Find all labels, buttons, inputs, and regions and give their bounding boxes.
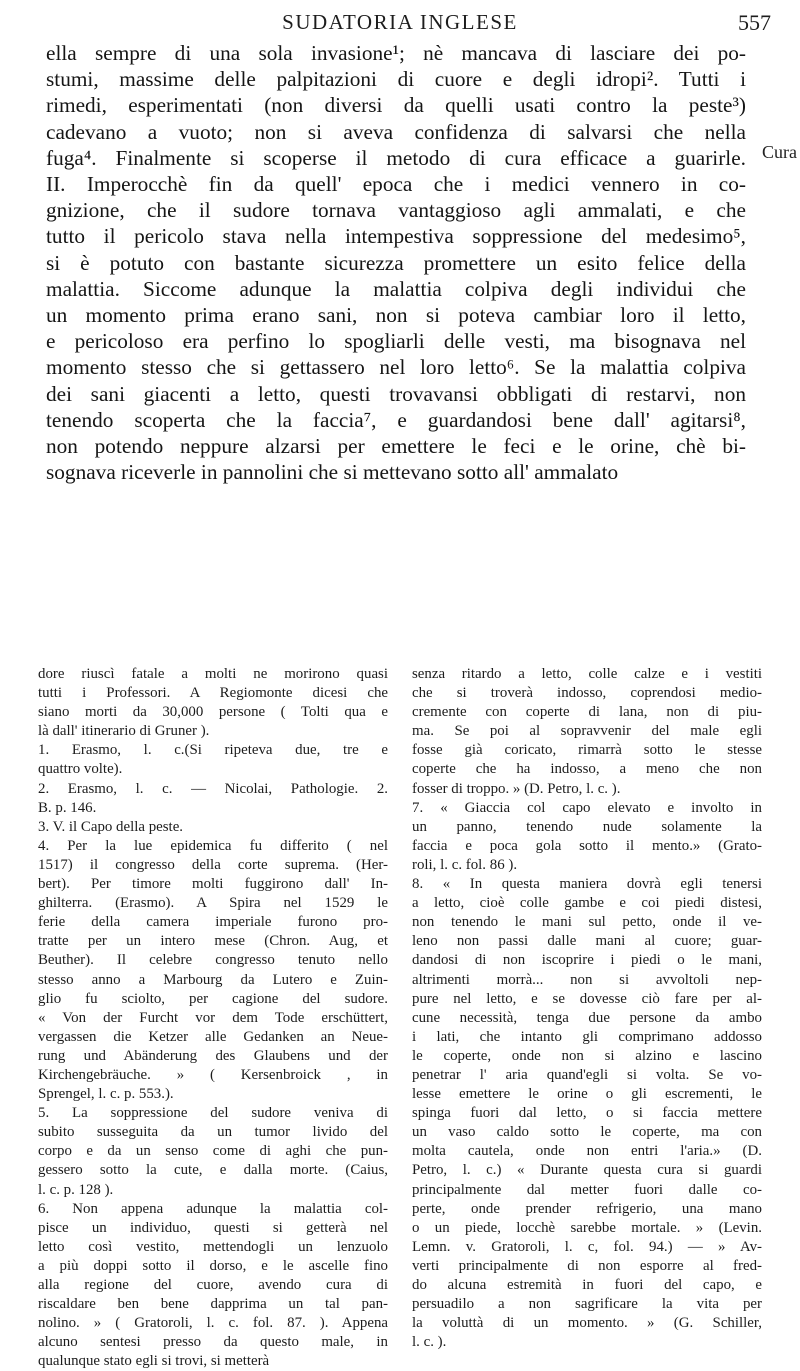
footnote-line: tratte per un intero mese (Chron. Aug, et bbox=[38, 933, 388, 950]
footnote-line: 3. V. il Capo della peste. bbox=[38, 818, 184, 835]
footnote-line: 2. Erasmo, l. c. — Nicolai, Pathologie. 2. bbox=[38, 780, 388, 797]
main-text-block bbox=[46, 40, 746, 485]
main-text-line: ella sempre di una sola invasione¹; nè mancava di lasciare dei po- bbox=[46, 41, 746, 65]
footnote-line: 8. « In questa maniera dovrà egli tenersi bbox=[412, 876, 762, 893]
footnote-line: gessero sotto la cute, e dalla morte. (Caius, bbox=[38, 1162, 388, 1179]
main-text-line: gnizione, che il sudore tornava vantaggioso agli ammalati, e che bbox=[46, 198, 746, 223]
main-text-line: fuga⁴. Finalmente si scoperse il metodo di cura efficace a guarirle. bbox=[46, 145, 746, 170]
footnote-line: Sprengel, l. c. p. 553.). bbox=[38, 1086, 174, 1103]
main-text-line: non potendo neppure alzarsi per emettere le feci e le orine, chè bi- bbox=[46, 434, 746, 459]
running-title: SUDATORIA INGLESE bbox=[282, 10, 518, 34]
page-number: 557 bbox=[738, 10, 771, 35]
footnote-line: subito susseguita da un tumor livido del bbox=[38, 1124, 388, 1141]
footnote-line: 6. Non appena adunque la malattia col- bbox=[38, 1200, 388, 1217]
footnote-line: coperte che ha indosso, a meno che non bbox=[412, 761, 762, 778]
main-text-line: malattia. Siccome adunque la malattia colpiva degli individui che bbox=[46, 276, 746, 301]
footnote-line: perte, onde prender refrigerio, una mano bbox=[412, 1200, 762, 1217]
footnote-line: penetrar l' aria quand'egli si volta. Se vo- bbox=[412, 1066, 762, 1083]
footnotes bbox=[38, 665, 762, 1371]
footnote-line: ma. Se poi al sopravvenir del male egli bbox=[412, 723, 762, 740]
footnote-line: 1517) il congresso della corte suprema. (Her- bbox=[38, 856, 388, 873]
page-header bbox=[0, 10, 800, 40]
footnote-line: persuadilo a non sagrificare la vita per bbox=[412, 1296, 762, 1313]
footnote-line: non tenendo le mani sul petto, onde il ve- bbox=[412, 914, 762, 931]
footnote-line: 7. « Giaccia col capo elevato e involto in bbox=[412, 799, 762, 816]
footnote-line: fosser di troppo. » (D. Petro, l. c. ). bbox=[412, 780, 621, 797]
footnote-line: un panno, tenendo nude solamente la bbox=[412, 818, 762, 835]
footnote-line: molta cautela, onde non entri l'aria.» (D. bbox=[412, 1143, 762, 1160]
footnote-line: ferie della camera imperiale furono pro- bbox=[38, 914, 388, 931]
footnote-line: stesso anno a Marbourg da Lutero e Zuin- bbox=[38, 971, 388, 988]
footnote-line: Petro, l. c.) « Durante questa cura si guardi bbox=[412, 1162, 762, 1179]
footnote-line: do alcuna estremità in fuori del capo, e bbox=[412, 1277, 762, 1293]
main-text-line: stumi, massime delle palpitazioni di cuore e degli idropi². Tutti i bbox=[46, 67, 746, 92]
footnote-line: pure nel letto, e se dovesse ciò fare per al- bbox=[412, 990, 762, 1007]
footnote-line: dandosi di non iscoprire i piedi o le mani, bbox=[412, 952, 762, 969]
main-text-line: cadevano a vuoto; non si aveva confidenza di salvarsi che nella bbox=[46, 119, 746, 144]
main-text-line: e pericoloso era perfino lo spogliarli delle vesti, ma bisognava nel bbox=[46, 329, 746, 354]
footnote-line: 4. Per la lue epidemica fu differito ( nel bbox=[38, 837, 388, 854]
footnote-line: glio fu sciolto, per cagione del sudore. bbox=[38, 990, 388, 1007]
main-text-line: sognava riceverle in pannolini che si mettevano sotto all' ammalato bbox=[46, 460, 619, 485]
footnote-line: che si troverà indosso, coprendosi medio- bbox=[412, 685, 762, 702]
footnote-line: fosse già coricato, rimarrà sotto le stesse bbox=[412, 742, 762, 759]
footnote-line: corpo e da un senso come di aghi che pun- bbox=[38, 1143, 388, 1160]
footnote-line: altrimenti morrà... non si avvoltoli nep- bbox=[412, 971, 762, 988]
footnote-line: i lati, che intanto gli comprimano addosso bbox=[412, 1028, 762, 1045]
footnote-line: a letto, cioè colle gambe e coi piedi distesi, bbox=[412, 895, 762, 912]
footnote-line: nolino. » ( Gratoroli, l. c. fol. 87. ). Appena bbox=[38, 1315, 388, 1332]
footnote-line: senza ritardo a letto, colle calze e i vestiti bbox=[412, 666, 762, 682]
footnote-line: Beuther). Il celebre congresso tenuto nello bbox=[38, 952, 388, 969]
footnote-line: cune necessità, tenga due persone da ambo bbox=[412, 1009, 762, 1026]
main-text-line: dei sani giacenti a letto, questi trovavansi obbligati di restarvi, non bbox=[46, 381, 746, 406]
footnote-line: vergassen die Ketzer alle Gedanken an Neue- bbox=[38, 1028, 388, 1045]
footnote-line: tutti i Professori. A Regiomonte dicesi che bbox=[38, 685, 388, 702]
footnote-line: 5. La soppressione del sudore veniva di bbox=[38, 1105, 388, 1122]
footnote-line: dore riuscì fatale a molti ne morirono quasi bbox=[38, 666, 388, 682]
margin-note: Cura bbox=[762, 142, 797, 162]
footnotes-left-column bbox=[38, 665, 388, 1371]
footnote-line: Kirchengebräuche. » ( Kersenbroick , in bbox=[38, 1066, 388, 1083]
footnote-line: quattro volte). bbox=[38, 761, 123, 778]
footnote-line: « Von der Furcht vor dem Tode erschüttert, bbox=[38, 1009, 388, 1026]
footnote-line: le coperte, onde non si alzino e lascino bbox=[412, 1047, 762, 1064]
footnote-line: roli, l. c. fol. 86 ). bbox=[412, 856, 518, 873]
footnote-line: Lemn. v. Gratoroli, l. c, fol. 94.) — » Av- bbox=[412, 1238, 762, 1255]
footnote-line: riscaldare ben bene dapprima un tal pan- bbox=[38, 1296, 388, 1313]
footnote-line: siano morti da 30,000 persone ( Tolti qua e bbox=[38, 704, 388, 721]
footnote-line: l. c. p. 128 ). bbox=[38, 1181, 114, 1198]
footnote-line: là dall' itinerario di Gruner ). bbox=[38, 723, 210, 740]
footnote-line: o un piede, locchè sarebbe mortale. » (Levin. bbox=[412, 1219, 762, 1236]
main-text-line: momento stesso che si gettassero nel loro letto⁶. Se la malattia colpiva bbox=[46, 355, 746, 380]
footnote-line: rung und Abänderung des Glaubens und der bbox=[38, 1047, 388, 1064]
footnote-line: spinga fuori dal letto, o si faccia mettere bbox=[412, 1105, 762, 1122]
footnote-line: lesse emettere le orine o gli escrementi, le bbox=[412, 1086, 762, 1103]
footnote-line: a più doppi sotto il dorso, e le ascelle fino bbox=[38, 1257, 388, 1274]
footnote-line: letto così vestito, mettendogli un lenzuolo bbox=[38, 1238, 388, 1255]
main-text-line: rimedi, esperimentati (non diversi da quelli usati contro la peste³) bbox=[46, 93, 746, 118]
footnote-line: ghilterra. (Erasmo). A Spira nel 1529 le bbox=[38, 895, 388, 912]
main-text-line: tenendo scoperta che la faccia⁷, e guardandosi bene dall' agitarsi⁸, bbox=[46, 407, 746, 432]
footnote-line: faccia e poca gola sotto il mento.» (Grato- bbox=[412, 837, 762, 854]
footnote-line: alla regione del cuore, avendo cura di bbox=[38, 1277, 388, 1293]
footnote-line: un vaso caldo sotto le coperte, ma con bbox=[412, 1124, 762, 1141]
footnote-line: la voluttà di un momento. » (G. Schiller, bbox=[412, 1315, 762, 1332]
footnote-line: l. c. ). bbox=[412, 1334, 447, 1351]
footnote-line: principalmente dal metter fuori dalle co- bbox=[412, 1181, 762, 1198]
footnote-line: cremente con coperte di lana, non di piu- bbox=[412, 704, 762, 721]
main-text-line: II. Imperocchè fin da quell' epoca che i medici vennero in co- bbox=[46, 172, 746, 197]
footnote-line: leno non passi dalle mani al cuore; guar- bbox=[412, 933, 762, 950]
footnote-line: pisce un individuo, questi si getterà nel bbox=[38, 1219, 388, 1236]
footnote-line: alcuno sentesi presso da questo male, in bbox=[38, 1334, 388, 1351]
main-text-line: si è potuto con bastante sicurezza promettere un esito felice della bbox=[46, 250, 746, 275]
footnote-line: 1. Erasmo, l. c.(Si ripeteva due, tre e bbox=[38, 742, 388, 759]
footnote-line: B. p. 146. bbox=[38, 799, 97, 816]
footnote-line: qualunque stato egli si trovi, si metterà bbox=[38, 1353, 270, 1370]
main-text-line: tutto il pericolo stava nella intempestiva soppressione del medesimo⁵, bbox=[46, 224, 746, 249]
footnote-line: verti principalmente di non esporre al fred- bbox=[412, 1257, 762, 1274]
footnote-line: bert). Per timore molti fuggirono dall' In- bbox=[38, 876, 388, 893]
footnotes-right-column bbox=[412, 665, 762, 1371]
main-text-line: un momento prima erano sani, non si poteva cambiar loro il letto, bbox=[46, 303, 746, 328]
